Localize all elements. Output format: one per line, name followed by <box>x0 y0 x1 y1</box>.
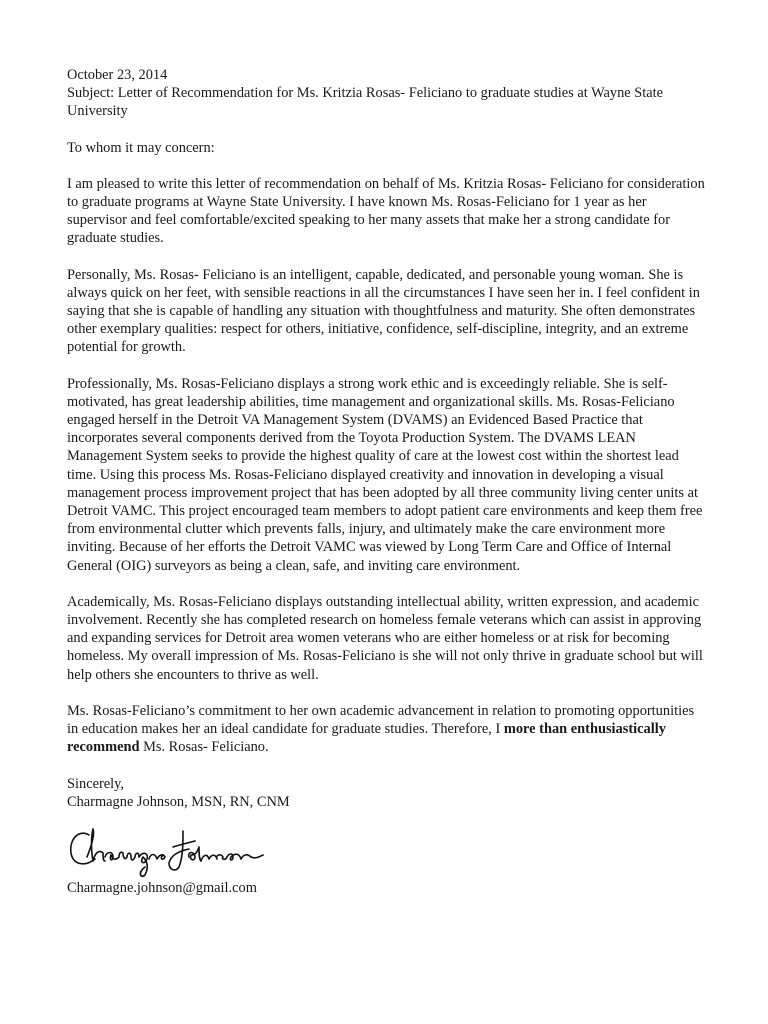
handwritten-signature <box>65 817 265 879</box>
spacer <box>67 357 707 375</box>
paragraph-professional: Professionally, Ms. Rosas-Feliciano displays a strong work ethic and is exceedingly reliable. She is self-motivated, has great leadership abilities, time management and organizational skills. Ms. Rosas-Feliciano engaged herself in the Detroit VA Management System (DVAMS) an Evidenced Based Practice that incorporates several components derived from the Toyota Production System. The DVAMS LEAN Management System seeks to provide the highest quality of care at the lowest cost within the shortest lead time. Using this process Ms. Rosas-Feliciano displayed creativity and innovation in developing a visual management process improvement project that has been adopted by all three community living center units at Detroit VAMC. This project encouraged team members to adopt patient care environments and keep them free from environmental clutter which prevents falls, injury, and ultimately make the care environment more inviting. Because of her efforts the Detroit VAMC was viewed by Long Term Care and Office of Internal General (OIG) surveyors as being a clean, safe, and inviting care environment. <box>67 375 703 574</box>
salutation: To whom it may concern: <box>67 139 215 156</box>
paragraph-personal: Personally, Ms. Rosas- Feliciano is an intelligent, capable, dedicated, and personable young woman. She is always quick on her feet, with sensible reactions in all the circumstances I have seen her in. I feel confident in saying that she is capable of handling any situation with thoughtfulness and maturity. She often demonstrates other exemplary qualities: respect for others, initiative, confidence, self-discipline, integrity, and an extreme potential for growth. <box>67 266 700 356</box>
spacer <box>67 157 707 175</box>
spacer <box>67 575 707 593</box>
signer-email: Charmagne.johnson@gmail.com <box>67 879 257 896</box>
spacer <box>67 684 707 702</box>
letter-date: October 23, 2014 <box>67 67 168 83</box>
closing: Sincerely, <box>67 775 125 792</box>
conclusion-emphasis: more than enthusiastically recommend <box>67 721 666 756</box>
letter-body <box>67 66 707 897</box>
letter-subject-line-2: University <box>67 103 128 120</box>
spacer <box>67 757 707 775</box>
spacer <box>67 248 707 266</box>
conclusion-text-start: Ms. Rosas-Feliciano’s commitment to her own academic advancement in relation to promoting opportunities in education makes her an ideal candidate for graduate studies. Therefore, I <box>67 702 695 738</box>
conclusion-text-end: Ms. Rosas- Feliciano. <box>139 739 269 756</box>
paragraph-conclusion <box>67 702 707 757</box>
paragraph-academic: Academically, Ms. Rosas-Feliciano displays outstanding intellectual ability, written expression, and academic involvement. Recently she has completed research on homeless female veterans which can assist in approving and expanding services for Detroit area women veterans who are either homeless or at risk for becoming homeless. My overall impression of Ms. Rosas-Feliciano is she will not only thrive in graduate school but will help others she encounters to thrive as well. <box>67 593 703 683</box>
signer-name: Charmagne Johnson, MSN, RN, CNM <box>67 793 290 810</box>
letter-subject-line-1: Subject: Letter of Recommendation for Ms. Kritzia Rosas- Feliciano to graduate studies at Wayne State <box>67 85 664 102</box>
spacer <box>67 121 707 139</box>
paragraph-introduction: I am pleased to write this letter of recommendation on behalf of Ms. Kritzia Rosas- Feliciano for consideration to graduate programs at Wayne State University. I have known Ms. Rosas-Feliciano for 1 year as her supervisor and feel comfortable/excited speaking to her many assets that make her a strong candidate for graduate studies. <box>67 175 705 247</box>
